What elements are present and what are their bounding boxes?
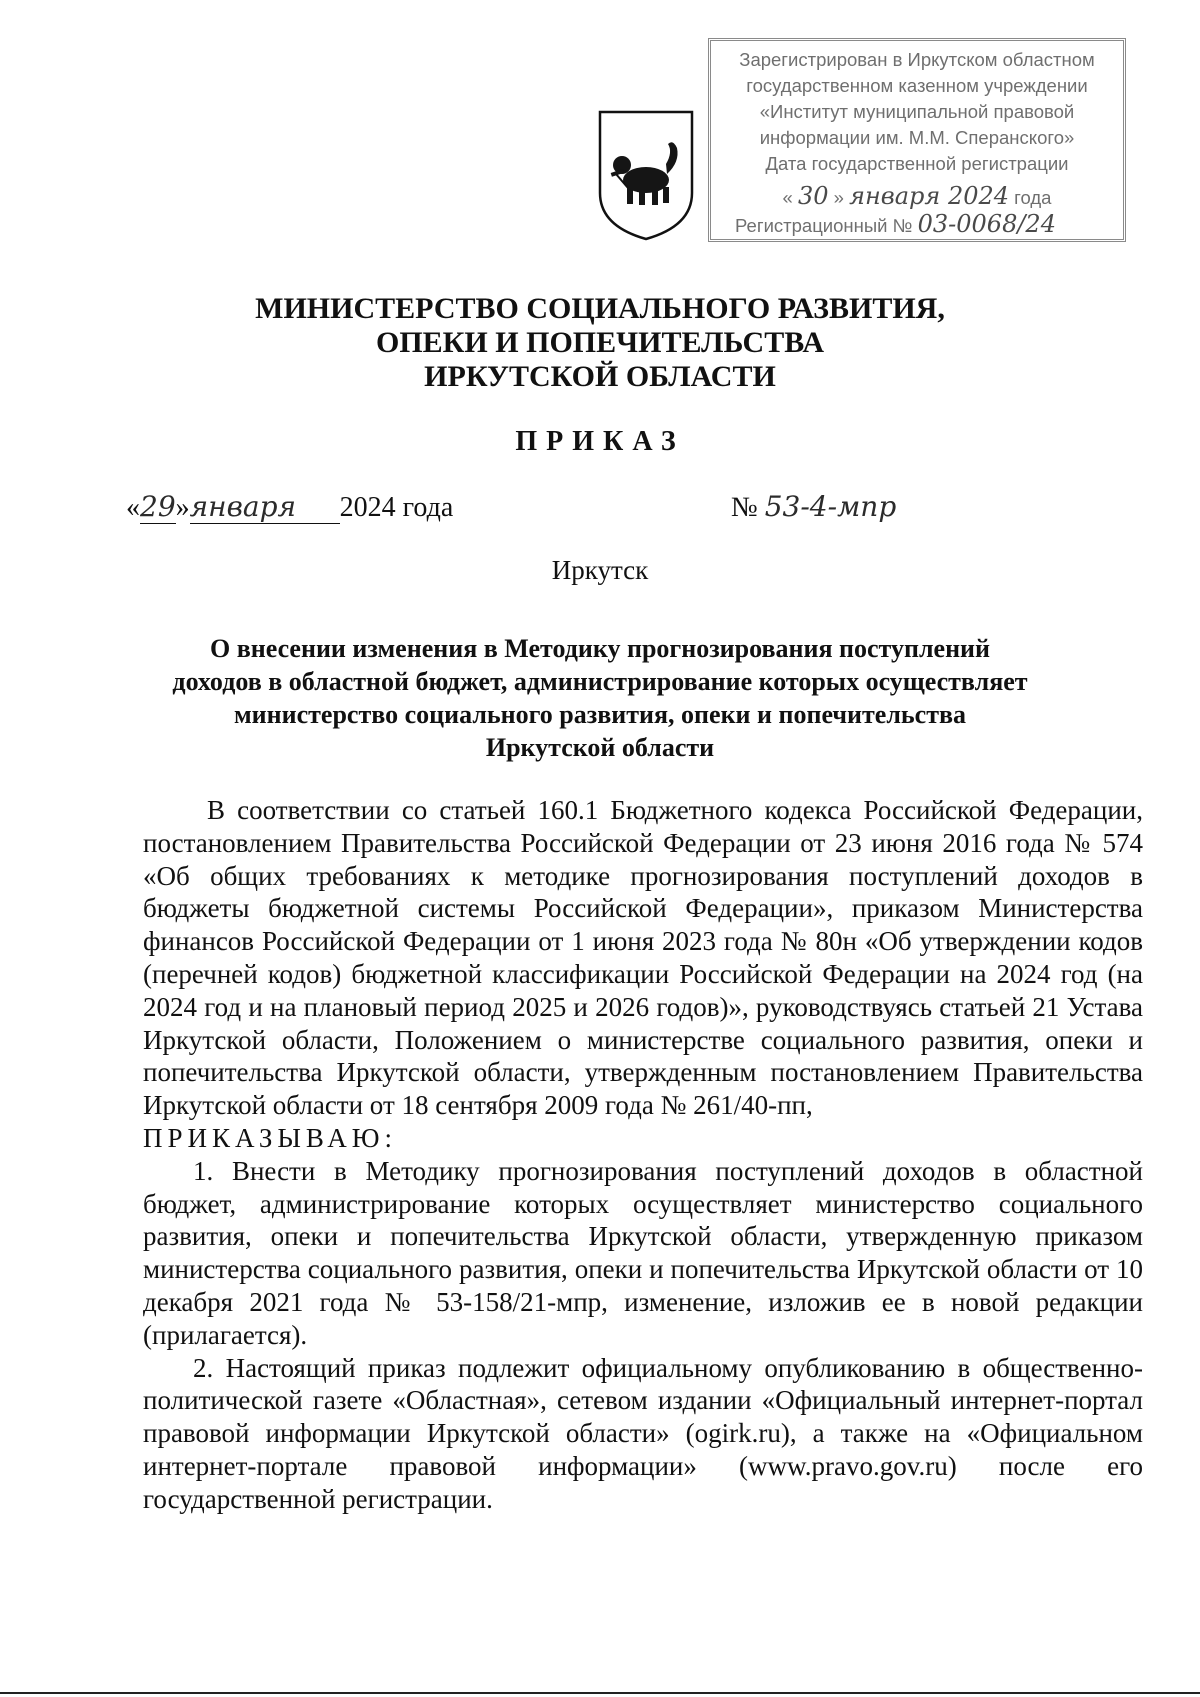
- order-date: [126, 490, 453, 524]
- ministry-line: МИНИСТЕРСТВО СОЦИАЛЬНОГО РАЗВИТИЯ,: [255, 292, 945, 325]
- order-item-2: 2. Настоящий приказ подлежит официальному опубликованию в общественно-политической газете «Областная», сетевом издании «Официальный интернет-портал правовой информации Иркутской области» (ogirk.ru), а также на «Официальном интернет-портале правовой информации» (www.pravo.gov.ru) после его государственной регистрации.: [143, 1352, 1143, 1514]
- stamp-line: Дата государственной регистрации: [765, 153, 1069, 174]
- stamp-quote: »: [833, 187, 844, 208]
- order-date-year: 2024 года: [339, 492, 454, 523]
- subject-line: министерство социального развития, опеки и попечительства: [233, 700, 967, 729]
- preamble-paragraph: В соответствии со статьей 160.1 Бюджетного кодекса Российской Федерации, постановлением Правительства Российской Федерации от 23 июня 2016 года № 574 «Об общих требованиях к методике прогнозирования поступлений доходов в бюджеты бюджетной системы Российской Федерации», приказом Министерства финансов Российской Федерации от 1 июня 2023 года № 80н «Об утверждении кодов (перечней кодов) бюджетной классификации Российской Федерации на 2024 год (на 2024 год и на плановый период 2025 и 2026 годов)», руководствуясь статьей 21 Устава Иркутской области, Положением о министерстве социального развития, опеки и попечительства Иркутской области, утвержденным постановлением Правительства Иркутской области от 18 сентября 2009 года № 261/40-пп,: [143, 795, 1143, 1121]
- subject-line: доходов в областной бюджет, администрирование которых осуществляет: [172, 667, 1028, 696]
- stamp-quote: «: [782, 187, 793, 208]
- ministry-line: ИРКУТСКОЙ ОБЛАСТИ: [424, 360, 776, 393]
- stamp-reg-number: 03-0068/24: [917, 210, 1056, 238]
- order-number-label: №: [731, 492, 758, 523]
- stamp-registration-date: [719, 183, 1115, 211]
- stamp-line: «Институт муниципальной правовой: [759, 101, 1075, 122]
- decree-word: ПРИКАЗЫВАЮ:: [143, 1122, 397, 1153]
- stamp-line: Зарегистрирован в Иркутском областном: [739, 49, 1095, 70]
- order-body: [143, 794, 1143, 1516]
- stamp-registration-number: [719, 211, 1115, 239]
- subject-line: Иркутской области: [485, 733, 715, 762]
- ministry-header: [0, 292, 1200, 394]
- coat-of-arms-icon: [596, 108, 696, 243]
- order-date-month: января: [190, 490, 340, 524]
- page-bottom-rule: [0, 1692, 1200, 1694]
- subject-line: О внесении изменения в Методику прогнозирования поступлений: [209, 634, 991, 663]
- stamp-line: государственном казенном учреждении: [746, 75, 1088, 96]
- city-name: Иркутск: [551, 555, 649, 585]
- registration-stamp: [708, 38, 1126, 242]
- order-subject: [0, 632, 1200, 764]
- stamp-reg-label: Регистрационный №: [735, 215, 913, 236]
- stamp-date-day: 30: [797, 182, 829, 210]
- stamp-line: информации им. М.М. Сперанского»: [759, 127, 1075, 148]
- order-number-value: 53-4-мпр: [764, 490, 897, 523]
- stamp-date-year-suffix: года: [1014, 187, 1052, 208]
- ministry-line: ОПЕКИ И ПОПЕЧИТЕЛЬСТВА: [376, 326, 824, 359]
- document-type-title: ПРИКАЗ: [515, 426, 685, 457]
- date-quote: «: [126, 492, 140, 523]
- date-quote: »: [175, 492, 190, 523]
- stamp-date-month: января 2024: [849, 182, 1010, 210]
- order-item-1: 1. Внести в Методику прогнозирования поступлений доходов в областной бюджет, администрирование которых осуществляет министерство социального развития, опеки и попечительства Иркутской области, утвержденную приказом министерства социального развития, опеки и попечительства Иркутской области от 10 декабря 2021 года № 53-158/21-мпр, изменение, изложив ее в новой редакции (прилагается).: [143, 1155, 1143, 1350]
- order-number: [731, 490, 896, 524]
- order-date-day: 29: [140, 490, 176, 523]
